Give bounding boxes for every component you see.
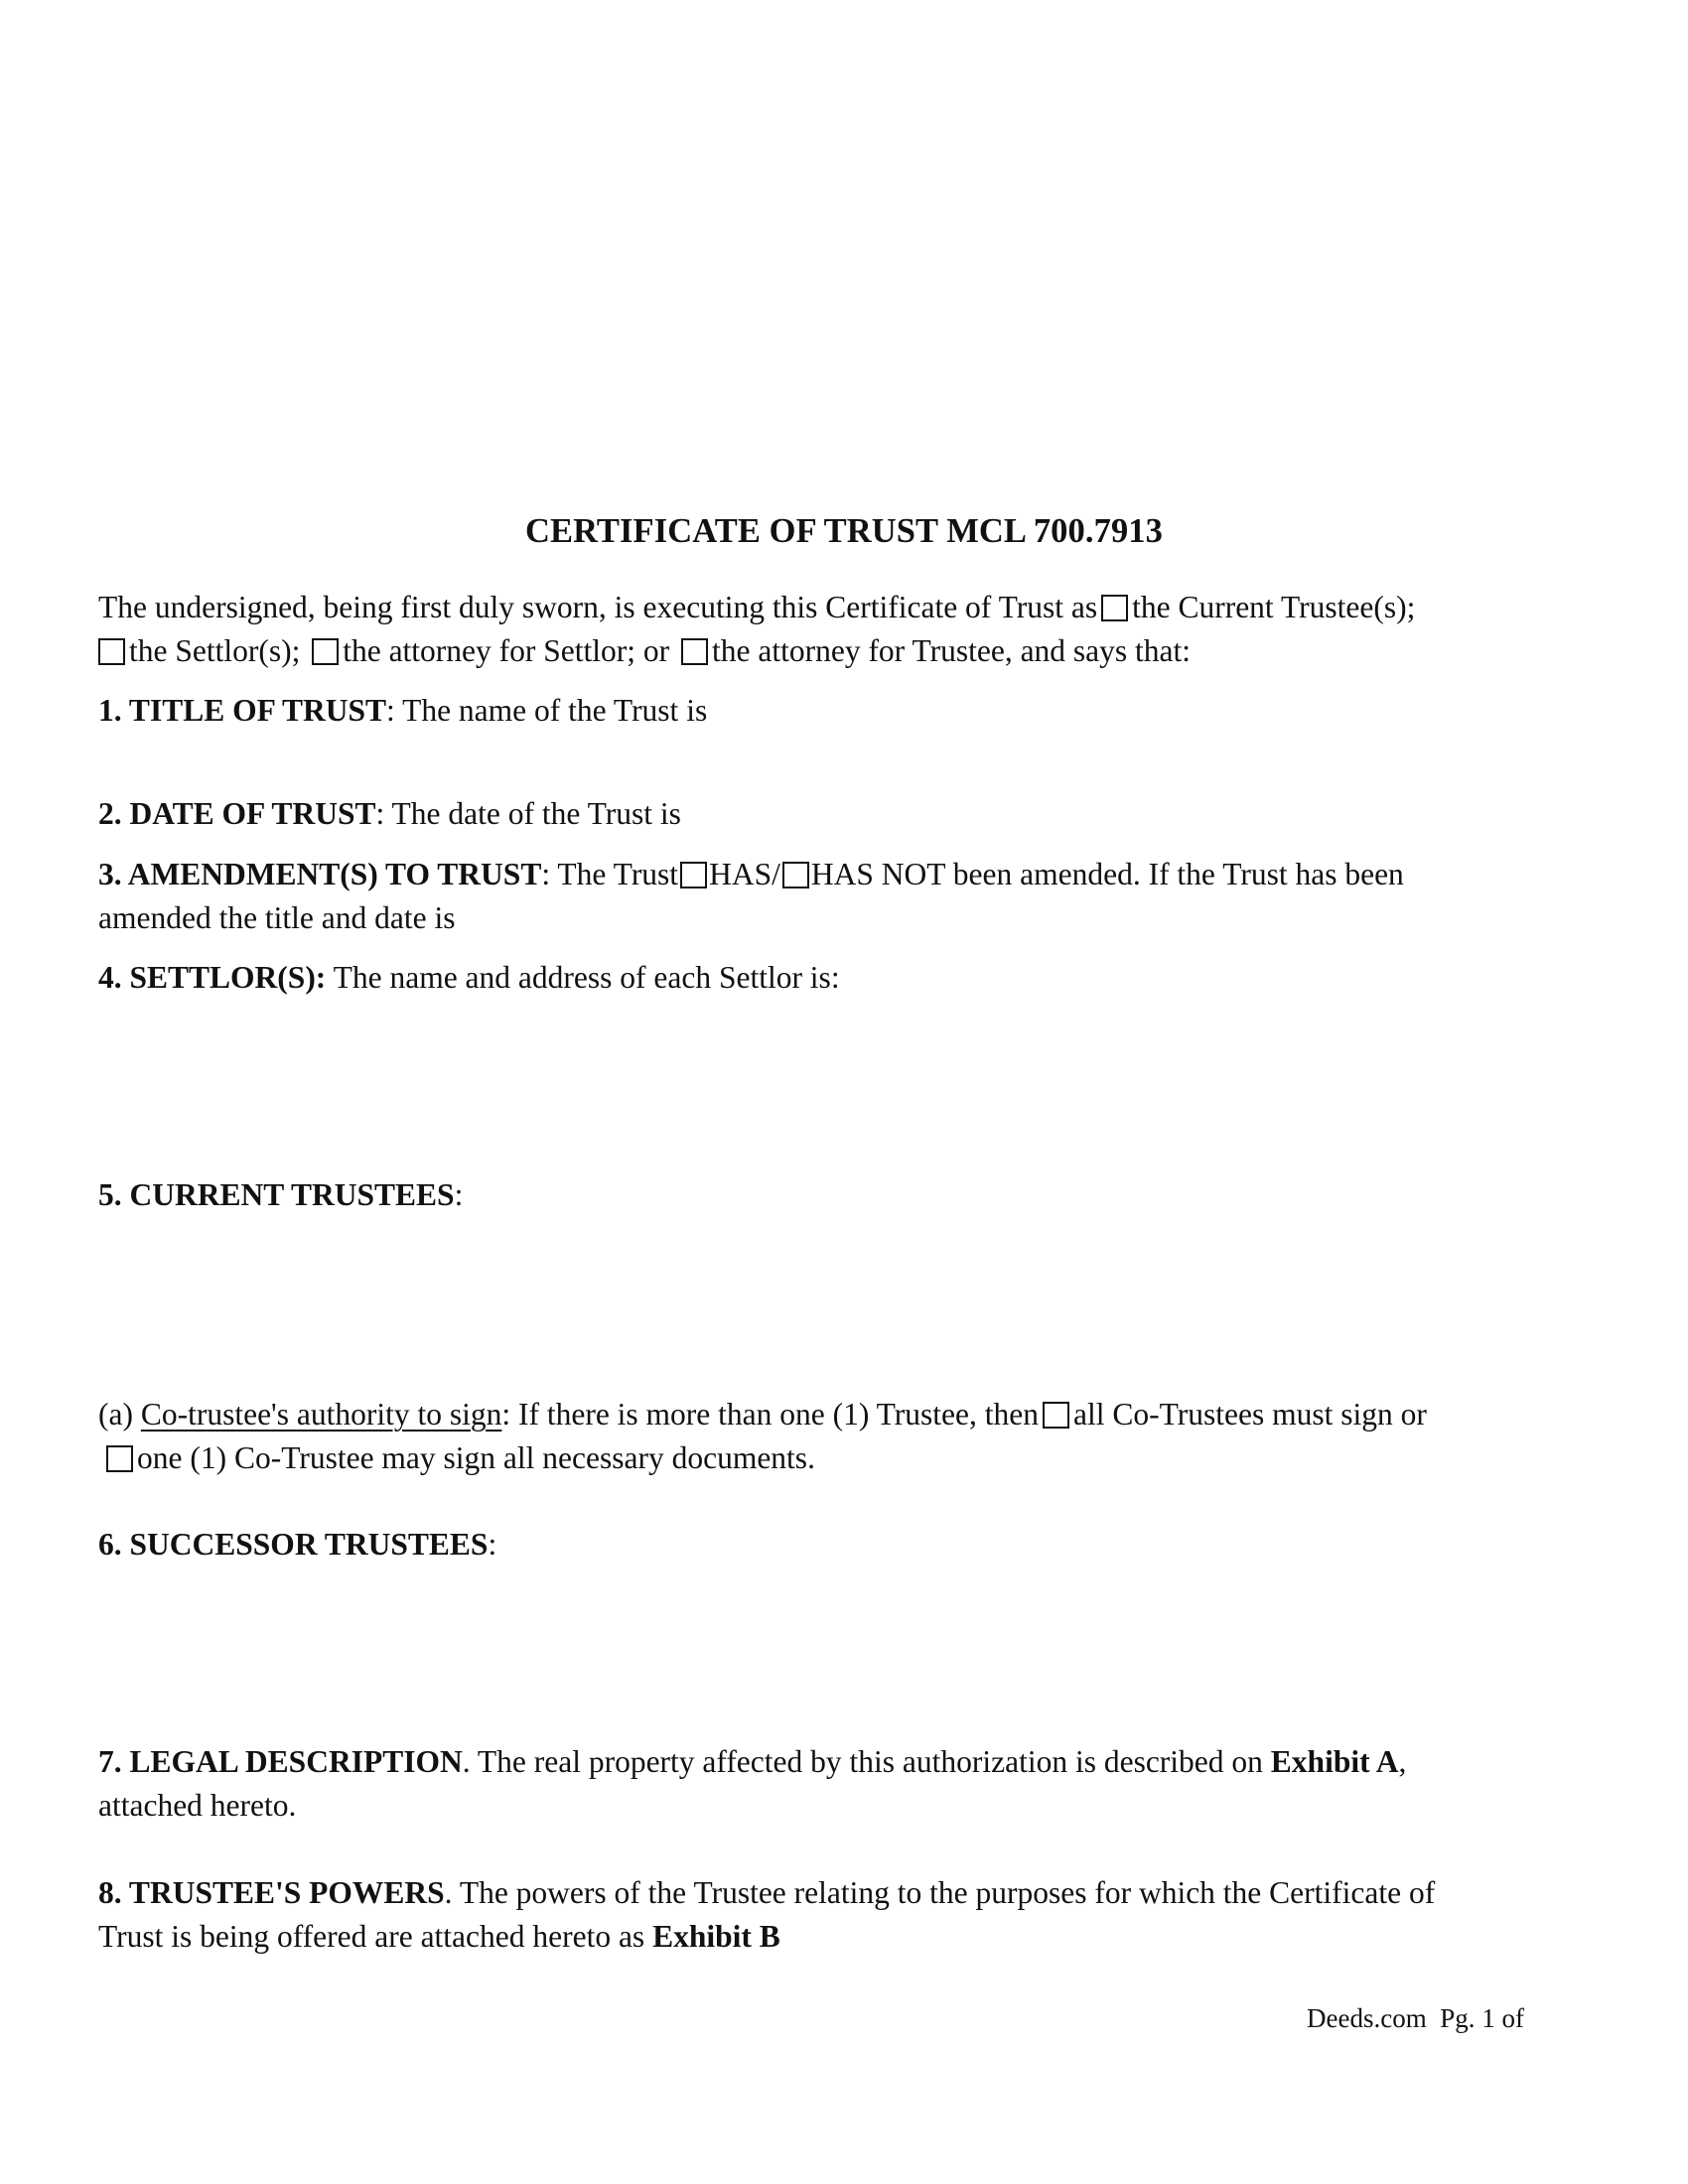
- section-title-of-trust: [98, 689, 1538, 733]
- option-all-cotrustees-label: all Co-Trustees must sign or: [1072, 1397, 1427, 1432]
- section-text-line2: Trust is being offered are attached hereto as: [98, 1919, 645, 1954]
- section-text-line2: attached hereto.: [98, 1788, 297, 1823]
- option-settlor-label: the Settlor(s);: [129, 633, 301, 668]
- option-attorney-trustee-label: the attorney for Trustee, and says that:: [712, 633, 1192, 668]
- section-text: : The name of the Trust is: [386, 693, 708, 728]
- option-current-trustee-label: the Current Trustee(s);: [1132, 590, 1416, 624]
- subsection-prefix: (a): [98, 1397, 141, 1432]
- section-successor-trustees: [98, 1523, 1538, 1567]
- intro-paragraph: [98, 586, 1538, 673]
- section-text: :: [454, 1177, 464, 1212]
- section-text: : The Trust: [541, 857, 679, 891]
- section-heading: 2. DATE OF TRUST: [98, 796, 376, 831]
- section-amendments: [98, 853, 1538, 940]
- section-heading: 3. AMENDMENT(S) TO TRUST: [98, 857, 542, 891]
- checkbox-settlor[interactable]: [98, 638, 125, 665]
- section-settlors: [98, 956, 1538, 1000]
- checkbox-attorney-trustee[interactable]: [681, 638, 708, 665]
- page-footer: [1307, 2003, 1524, 2034]
- footer-page-number: Pg. 1 of: [1440, 2003, 1524, 2033]
- option-one-cotrustee-label: one (1) Co-Trustee may sign all necessary documents.: [137, 1440, 815, 1475]
- section-text-tail: ,: [1398, 1744, 1407, 1779]
- option-has-not-label: HAS NOT been amended. If the Trust has been: [810, 857, 1404, 891]
- cotrustee-authority-label: Co-trustee's authority to sign: [140, 1397, 502, 1432]
- section-text: . The real property affected by this authorization is described on: [462, 1744, 1263, 1779]
- section-text: :: [488, 1527, 497, 1562]
- section-heading: 6. SUCCESSOR TRUSTEES: [98, 1527, 489, 1562]
- exhibit-a-ref: Exhibit A: [1270, 1744, 1399, 1779]
- section-text-line2: amended the title and date is: [98, 900, 456, 935]
- option-attorney-settlor-label: the attorney for Settlor; or: [343, 633, 670, 668]
- section-heading: 8. TRUSTEE'S POWERS: [98, 1875, 445, 1910]
- section-legal-description: [98, 1740, 1538, 1828]
- section-trustees-powers: [98, 1871, 1538, 1959]
- section-current-trustees: [98, 1173, 1538, 1217]
- checkbox-all-cotrustees[interactable]: [1043, 1402, 1069, 1429]
- checkbox-attorney-settlor[interactable]: [312, 638, 339, 665]
- section-heading: 1. TITLE OF TRUST: [98, 693, 387, 728]
- section-heading: 4. SETTLOR(S):: [98, 960, 327, 995]
- intro-text: The undersigned, being first duly sworn, is executing this Certificate of Trust as: [98, 590, 1098, 624]
- section-heading: 7. LEGAL DESCRIPTION: [98, 1744, 463, 1779]
- section-text: : The date of the Trust is: [375, 796, 681, 831]
- checkbox-has[interactable]: [680, 862, 707, 888]
- checkbox-has-not[interactable]: [782, 862, 809, 888]
- checkbox-current-trustee[interactable]: [1101, 595, 1128, 621]
- section-text: . The powers of the Trustee relating to the purposes for which the Certificate of: [444, 1875, 1436, 1910]
- checkbox-one-cotrustee[interactable]: [106, 1445, 133, 1472]
- footer-site: Deeds.com: [1307, 2003, 1427, 2033]
- document-title: CERTIFICATE OF TRUST MCL 700.7913: [524, 512, 1164, 550]
- option-has-label: HAS/: [709, 857, 780, 891]
- section-date-of-trust: [98, 792, 1538, 836]
- section-cotrustee-authority: [98, 1393, 1538, 1480]
- section-heading: 5. CURRENT TRUSTEES: [98, 1177, 455, 1212]
- section-text: : If there is more than one (1) Trustee, then: [501, 1397, 1039, 1432]
- section-text: The name and address of each Settlor is:: [326, 960, 840, 995]
- exhibit-b-ref: Exhibit B: [652, 1919, 780, 1954]
